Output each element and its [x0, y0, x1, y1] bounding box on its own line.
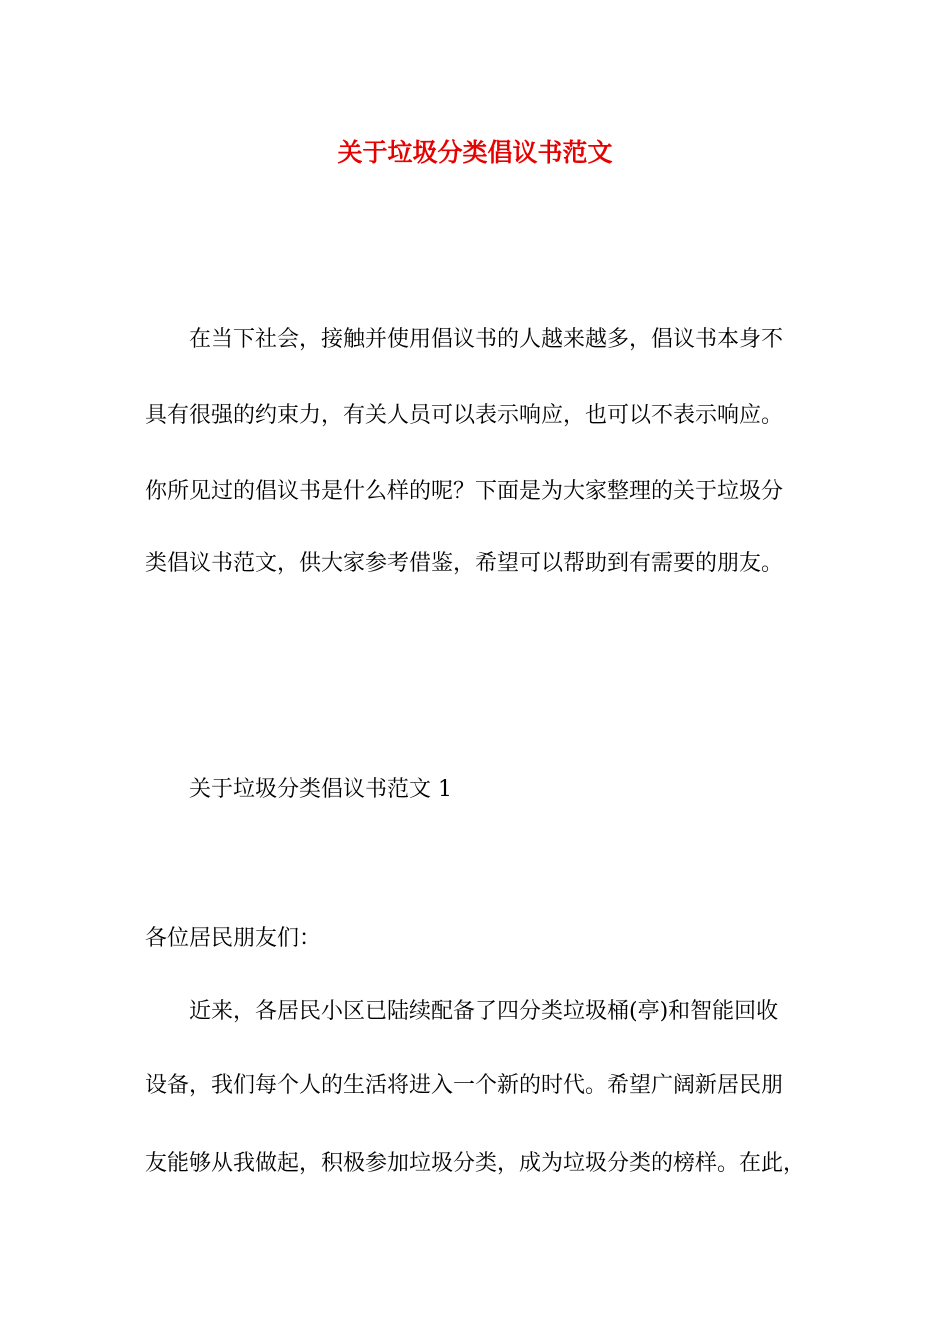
intro-line: 具有很强的约束力，有关人员可以表示响应，也可以不表示响应。	[145, 403, 784, 428]
intro-line: 你所见过的倡议书是什么样的呢？下面是为大家整理的关于垃圾分	[145, 479, 784, 504]
body-line: 设备，我们每个人的生活将进入一个新的时代。希望广阔新居民朋	[145, 1073, 784, 1098]
intro-line: 在当下社会，接触并使用倡议书的人越来越多，倡议书本身不	[189, 327, 784, 352]
body-line: 近来，各居民小区已陆续配备了四分类垃圾桶(亭)和智能回收	[189, 999, 779, 1024]
body-line: 友能够从我做起，积极参加垃圾分类，成为垃圾分类的榜样。在此，	[145, 1151, 806, 1176]
salutation: 各位居民朋友们：	[145, 926, 322, 951]
document-title: 关于垃圾分类倡议书范文	[337, 138, 613, 167]
section-heading: 关于垃圾分类倡议书范文 1	[189, 777, 452, 802]
intro-line: 类倡议书范文，供大家参考借鉴，希望可以帮助到有需要的朋友。	[145, 551, 784, 576]
